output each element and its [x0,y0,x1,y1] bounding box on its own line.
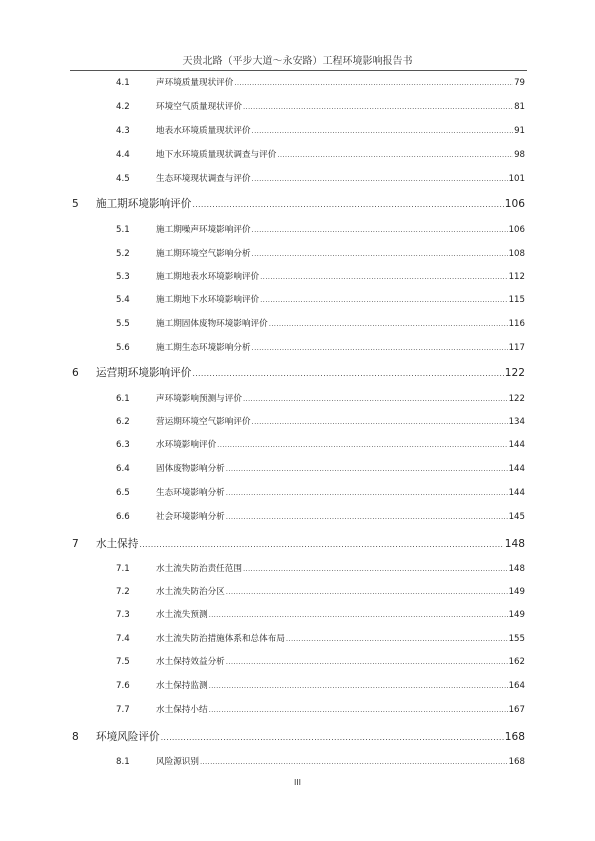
toc-dot-leader [226,658,508,666]
toc-entry-page: 91 [514,126,525,136]
toc-entry-page: 122 [504,367,525,379]
toc-entry-number: 7.1 [116,564,130,574]
toc-section-entry[interactable] [116,655,525,667]
running-header: 天贵北路（平步大道～永安路）工程环境影响报告书 [182,56,413,67]
toc-dot-leader [217,441,507,449]
toc-entry-page: 168 [508,757,525,767]
toc-dot-leader [192,369,503,378]
toc-entry-title: 水土保持监测 [156,681,208,691]
toc-entry-title: 社会环境影响分析 [156,512,225,522]
toc-dot-leader [139,540,503,549]
toc-entry-title: 水土保持效益分析 [156,657,225,667]
toc-entry-number: 5.1 [116,225,130,235]
toc-dot-leader [161,733,504,742]
toc-entry-title: 水土保持小结 [156,705,208,715]
toc-section-entry[interactable] [116,679,525,691]
toc-entry-page: 155 [508,634,525,644]
toc-entry-title: 水土保持 [96,538,139,550]
toc-entry-page: 79 [514,78,525,88]
toc-dot-leader [243,103,513,111]
toc-entry-page: 106 [508,225,525,235]
toc-section-entry[interactable] [116,755,525,767]
toc-dot-leader [269,320,508,328]
toc-entry-number: 7 [72,538,79,550]
toc-dot-leader [252,226,508,234]
toc-entry-number: 5.4 [116,295,130,305]
toc-entry-title: 生态环境现状调查与评价 [156,174,251,184]
toc-entry-page: 149 [508,587,525,597]
toc-chapter-entry[interactable] [72,729,525,744]
toc-dot-leader [226,465,508,473]
toc-entry-number: 5 [72,198,79,210]
toc-entry-page: 164 [508,681,525,691]
toc-dot-leader [286,635,508,643]
toc-entry-page: 106 [504,198,525,210]
toc-section-entry[interactable] [116,632,525,644]
toc-entry-title: 水土流失防治措施体系和总体布局 [156,634,285,644]
toc-entry-title: 地下水环境质量现状调查与评价 [156,150,277,160]
toc-entry-number: 7.3 [116,610,130,620]
toc-entry-title: 运营期环境影响评价 [96,367,192,379]
toc-entry-title: 施工期地下水环境影响评价 [156,295,260,305]
toc-entry-page: 168 [504,731,525,743]
toc-section-entry[interactable] [116,341,525,353]
toc-entry-number: 4.1 [116,78,130,88]
toc-entry-number: 4.4 [116,150,130,160]
toc-entry-title: 固体废物影响分析 [156,464,225,474]
toc-entry-number: 8 [72,731,79,743]
toc-entry-title: 施工期地表水环境影响评价 [156,272,260,282]
toc-entry-title: 风险源识别 [156,757,199,767]
toc-section-entry[interactable] [116,415,525,427]
toc-entry-page: 144 [508,464,525,474]
toc-entry-page: 145 [508,512,525,522]
toc-entry-page: 117 [508,343,525,353]
toc-entry-page: 144 [508,440,525,450]
toc-entry-page: 108 [508,249,525,259]
toc-section-entry[interactable] [116,124,525,136]
toc-section-entry[interactable] [116,247,525,259]
toc-dot-leader [209,611,508,619]
toc-entry-number: 6 [72,367,79,379]
toc-entry-number: 5.2 [116,249,130,259]
toc-entry-number: 4.5 [116,174,130,184]
toc-section-entry[interactable] [116,148,525,160]
toc-dot-leader [252,175,508,183]
toc-entry-title: 施工期生态环境影响分析 [156,343,251,353]
toc-entry-number: 7.5 [116,657,130,667]
toc-entry-page: 134 [508,417,525,427]
toc-entry-number: 6.2 [116,417,130,427]
toc-entry-number: 7.4 [116,634,130,644]
toc-dot-leader [209,682,508,690]
toc-entry-number: 6.1 [116,394,130,404]
toc-dot-leader [200,758,508,766]
toc-dot-leader [252,418,508,426]
toc-entry-page: 144 [508,488,525,498]
toc-section-entry[interactable] [116,76,525,88]
toc-section-entry[interactable] [116,703,525,715]
toc-entry-number: 6.4 [116,464,130,474]
toc-dot-leader [252,127,514,135]
toc-entry-title: 环境风险评价 [96,731,160,743]
toc-entry-page: 149 [508,610,525,620]
toc-entry-page: 115 [508,295,525,305]
toc-dot-leader [234,79,513,87]
toc-entry-number: 6.6 [116,512,130,522]
toc-entry-title: 水环境影响评价 [156,440,217,450]
toc-entry-page: 148 [504,538,525,550]
toc-entry-title: 水土流失防治分区 [156,587,225,597]
toc-entry-page: 162 [508,657,525,667]
toc-dot-leader [243,565,508,573]
toc-entry-page: 116 [508,319,525,329]
toc-entry-number: 7.2 [116,587,130,597]
toc-section-entry[interactable] [116,270,525,282]
toc-entry-title: 地表水环境质量现状评价 [156,126,251,136]
toc-section-entry[interactable] [116,317,525,329]
toc-entry-page: 81 [514,102,525,112]
toc-entry-number: 7.6 [116,681,130,691]
toc-entry-title: 施工期环境空气影响分析 [156,249,251,259]
toc-entry-number: 8.1 [116,757,130,767]
toc-dot-leader [243,395,508,403]
toc-entry-title: 施工期固体废物环境影响评价 [156,319,268,329]
toc-entry-number: 4.3 [116,126,130,136]
toc-entry-title: 声环境质量现状评价 [156,78,234,88]
toc-dot-leader [260,273,507,281]
toc-entry-number: 7.7 [116,705,130,715]
toc-dot-leader [252,250,508,258]
toc-dot-leader [277,151,513,159]
toc-section-entry[interactable] [116,562,525,574]
toc-entry-page: 98 [514,150,525,160]
toc-section-entry[interactable] [116,510,525,522]
toc-chapter-entry[interactable] [72,536,525,551]
toc-dot-leader [209,706,508,714]
toc-entry-number: 6.3 [116,440,130,450]
toc-entry-page: 122 [508,394,525,404]
toc-dot-leader [260,296,507,304]
toc-section-entry[interactable] [116,486,525,498]
toc-entry-page: 112 [508,272,525,282]
page-number: III [293,778,302,787]
toc-entry-title: 生态环境影响分析 [156,488,225,498]
toc-section-entry[interactable] [116,100,525,112]
toc-entry-title: 水土流失防治责任范围 [156,564,242,574]
toc-dot-leader [226,513,508,521]
toc-section-entry[interactable] [116,438,525,450]
toc-entry-number: 6.5 [116,488,130,498]
toc-entry-title: 营运期环境空气影响评价 [156,417,251,427]
toc-entry-number: 5.3 [116,272,130,282]
toc-entry-page: 101 [508,174,525,184]
toc-entry-page: 148 [508,564,525,574]
toc-dot-leader [226,588,508,596]
toc-entry-number: 4.2 [116,102,130,112]
toc-section-entry[interactable] [116,608,525,620]
toc-entry-title: 水土流失预测 [156,610,208,620]
toc-dot-leader [252,344,508,352]
toc-entry-page: 167 [508,705,525,715]
toc-section-entry[interactable] [116,392,525,404]
toc-entry-title: 环境空气质量现状评价 [156,102,242,112]
toc-section-entry[interactable] [116,585,525,597]
toc-section-entry[interactable] [116,462,525,474]
toc-entry-title: 施工期环境影响评价 [96,198,192,210]
toc-entry-title: 施工期噪声环境影响评价 [156,225,251,235]
toc-chapter-entry[interactable] [72,365,525,380]
toc-chapter-entry[interactable] [72,196,525,211]
toc-entry-number: 5.6 [116,343,130,353]
toc-entry-title: 声环境影响预测与评价 [156,394,242,404]
toc-section-entry[interactable] [116,293,525,305]
toc-dot-leader [226,489,508,497]
toc-section-entry[interactable] [116,172,525,184]
toc-entry-number: 5.5 [116,319,130,329]
toc-dot-leader [192,200,503,209]
toc-section-entry[interactable] [116,223,525,235]
